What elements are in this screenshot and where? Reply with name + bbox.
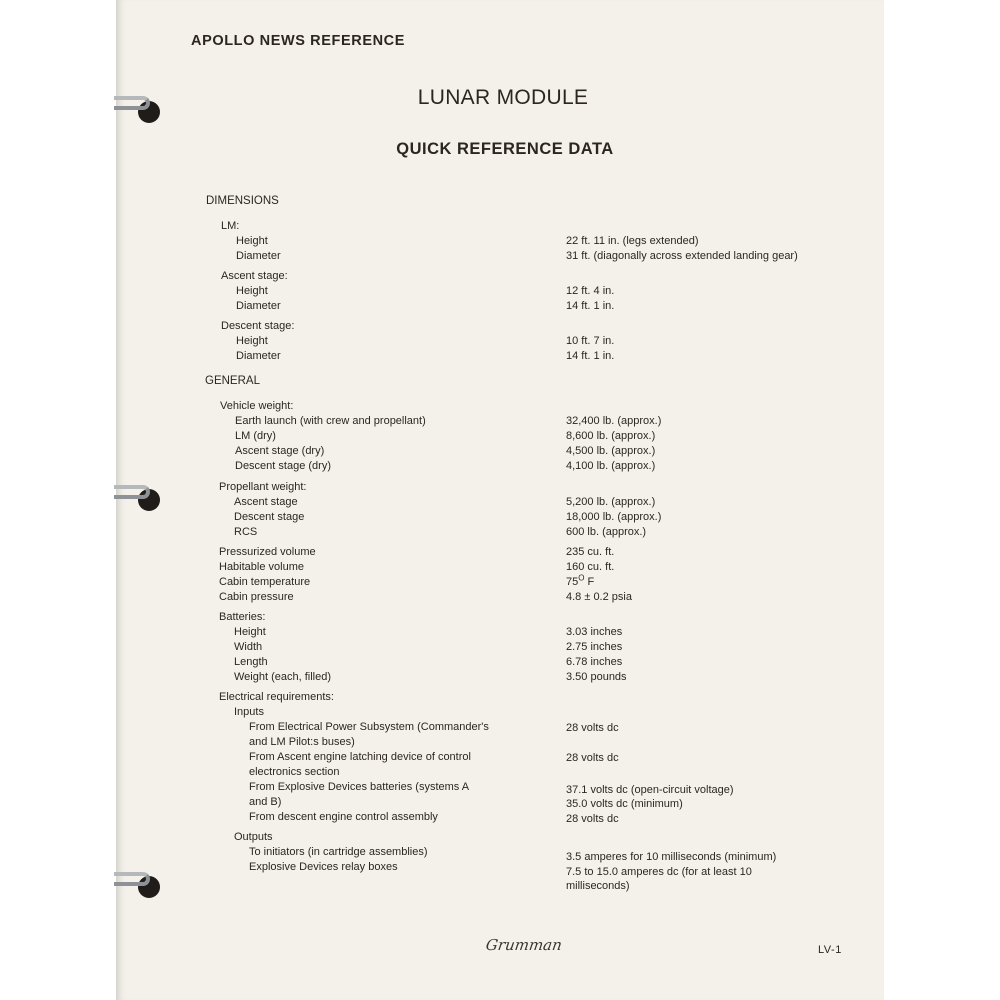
row-label: Width — [234, 641, 263, 653]
row-label: Explosive Devices relay boxes — [249, 861, 398, 873]
row-label: Habitable volume — [219, 561, 304, 573]
row-label: Pressurized volume — [219, 546, 316, 558]
row-value: 6.78 inches — [566, 656, 623, 668]
row-value: 35.0 volts dc (minimum) — [566, 798, 683, 810]
row-value: 10 ft. 7 in. — [566, 335, 615, 347]
group-label-lm: LM: — [221, 220, 240, 232]
row-value: 37.1 volts dc (open-circuit voltage) — [566, 784, 734, 796]
row-label: Height — [236, 235, 268, 247]
row-value: 4,500 lb. (approx.) — [566, 445, 656, 457]
section-heading-general: GENERAL — [205, 375, 260, 387]
row-label: LM (dry) — [235, 430, 276, 442]
row-value: 28 volts dc — [566, 813, 619, 825]
row-label: From descent engine control assembly — [249, 811, 438, 823]
row-label: Diameter — [236, 250, 281, 262]
row-value: 14 ft. 1 in. — [566, 350, 615, 362]
document-header: APOLLO NEWS REFERENCE — [191, 33, 405, 49]
page-title: LUNAR MODULE — [417, 86, 589, 109]
row-value: 28 volts dc — [566, 722, 619, 734]
row-label: RCS — [234, 526, 258, 538]
section-heading-dimensions: DIMENSIONS — [206, 195, 279, 207]
row-label: Height — [234, 626, 266, 638]
row-value: 8,600 lb. (approx.) — [566, 430, 656, 442]
group-label-propellant-weight: Propellant weight: — [219, 481, 307, 493]
binder-ring — [114, 485, 150, 499]
row-value: 600 lb. (approx.) — [566, 526, 647, 538]
row-label: Diameter — [236, 350, 281, 362]
row-label: Descent stage — [234, 511, 305, 523]
row-label: Height — [236, 285, 268, 297]
row-value: 4,100 lb. (approx.) — [566, 460, 656, 472]
row-value: 28 volts dc — [566, 752, 619, 764]
row-label: From Ascent engine latching device of control — [249, 751, 471, 763]
row-label: From Electrical Power Subsystem (Commander's — [249, 721, 489, 733]
row-value: 31 ft. (diagonally across extended landing gear) — [566, 250, 798, 262]
page-number: LV-1 — [818, 944, 842, 956]
row-value: 32,400 lb. (approx.) — [566, 415, 662, 427]
row-value: 12 ft. 4 in. — [566, 285, 615, 297]
row-label: and LM Pilot:s buses) — [249, 736, 355, 748]
row-label: Cabin temperature — [219, 576, 311, 588]
row-value: 235 cu. ft. — [566, 546, 615, 558]
row-value: 7.5 to 15.0 amperes dc (for at least 10 — [566, 866, 752, 878]
row-label: Length — [234, 656, 268, 668]
group-label-descent: Descent stage: — [221, 320, 295, 332]
row-label: To initiators (in cartridge assemblies) — [249, 846, 428, 858]
subgroup-label-inputs: Inputs — [234, 706, 264, 718]
row-label: electronics section — [249, 766, 340, 778]
row-label: Descent stage (dry) — [235, 460, 331, 472]
row-label: Earth launch (with crew and propellant) — [235, 415, 426, 427]
row-value: 3.50 pounds — [566, 671, 627, 683]
row-value: 14 ft. 1 in. — [566, 300, 615, 312]
row-value: 22 ft. 11 in. (legs extended) — [566, 235, 699, 247]
row-value: 18,000 lb. (approx.) — [566, 511, 662, 523]
group-label-batteries: Batteries: — [219, 611, 266, 623]
row-value: 5,200 lb. (approx.) — [566, 496, 656, 508]
group-label-vehicle-weight: Vehicle weight: — [220, 400, 294, 412]
row-value: 3.03 inches — [566, 626, 623, 638]
row-value: milliseconds) — [566, 880, 630, 892]
row-value: 160 cu. ft. — [566, 561, 615, 573]
group-label-ascent: Ascent stage: — [221, 270, 288, 282]
row-label: From Explosive Devices batteries (systems A — [249, 781, 470, 793]
row-value: 4.8 ± 0.2 psia — [566, 591, 632, 603]
row-value: 3.5 amperes for 10 milliseconds (minimum) — [566, 851, 777, 863]
row-label: Weight (each, filled) — [234, 671, 332, 683]
row-label: and B) — [249, 796, 282, 808]
subgroup-label-outputs: Outputs — [234, 831, 273, 843]
row-value: 2.75 inches — [566, 641, 623, 653]
row-label: Diameter — [236, 300, 281, 312]
row-label: Height — [236, 335, 268, 347]
page-subtitle: QUICK REFERENCE DATA — [396, 140, 614, 158]
cabin-temperature-value: $75^O$ F — [566, 573, 595, 588]
row-label: Ascent stage — [234, 496, 298, 508]
row-label: Cabin pressure — [219, 591, 294, 603]
group-label-electrical: Electrical requirements: — [219, 691, 334, 703]
row-label: Ascent stage (dry) — [235, 445, 325, 457]
binder-ring — [114, 872, 150, 886]
grumman-signature-logo: Grumman — [484, 936, 564, 954]
